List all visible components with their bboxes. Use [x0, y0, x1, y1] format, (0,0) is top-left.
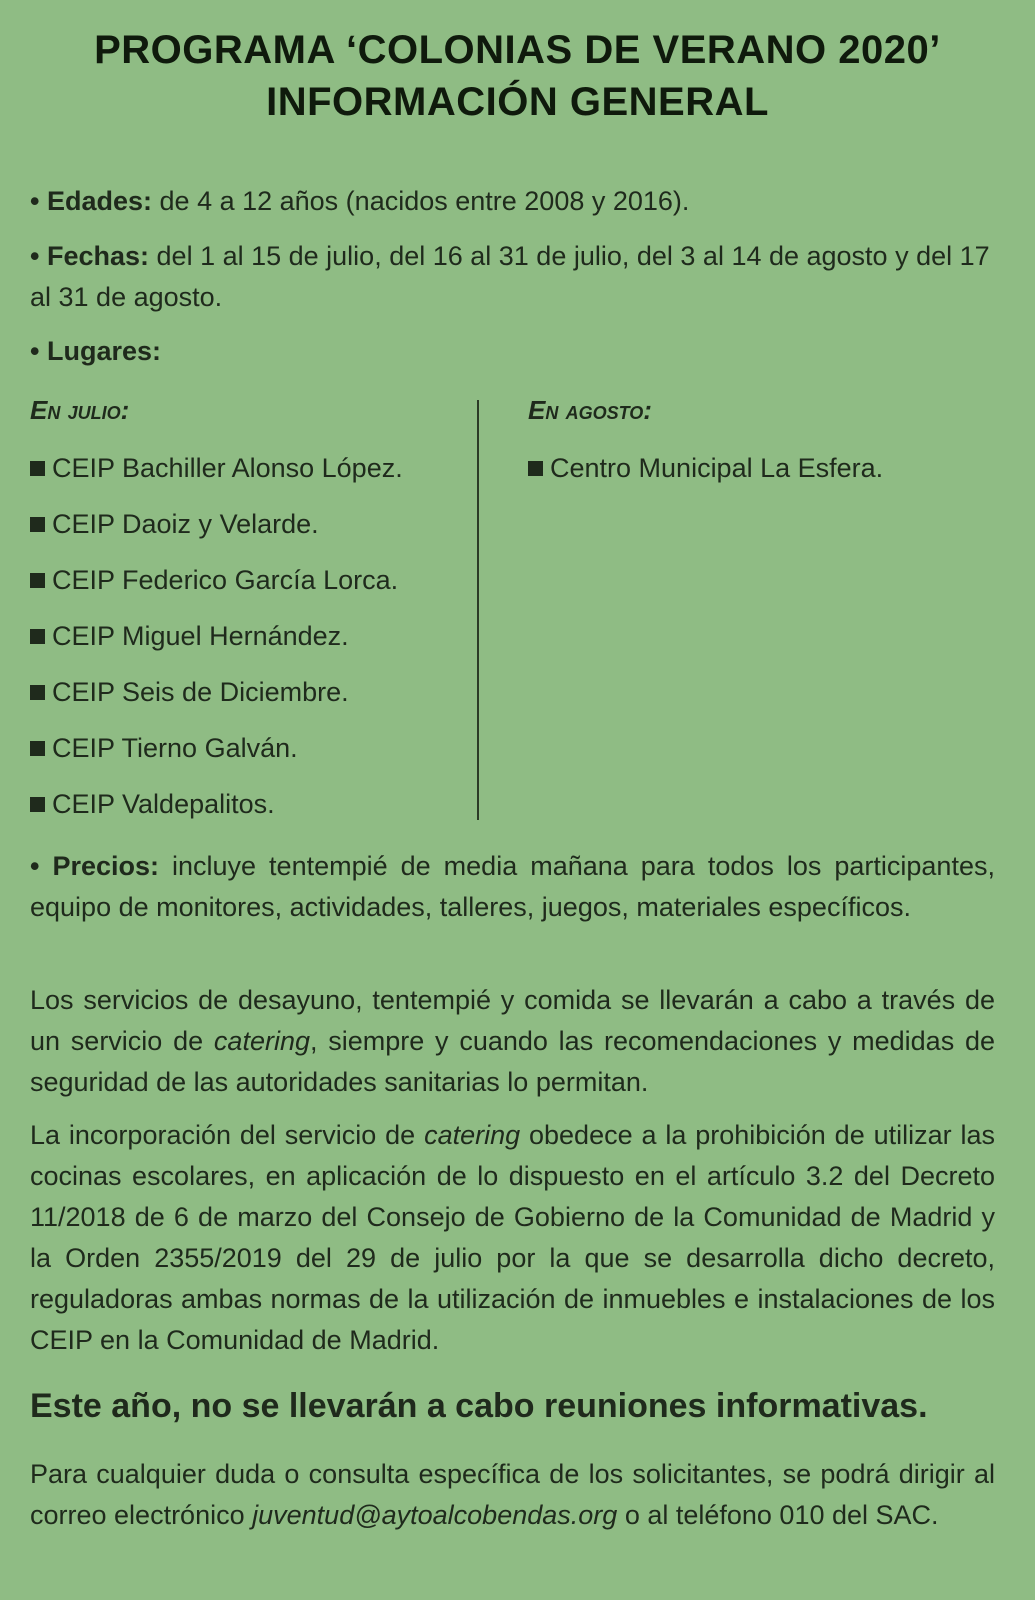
list-item: Centro Municipal La Esfera.	[528, 440, 998, 496]
precios-text: incluye tentempié de media mañana para todos los participantes, equipo de monitores, actividades, talleres, juegos, materiales específicos.	[30, 851, 995, 922]
list-item: CEIP Daoiz y Velarde.	[30, 496, 460, 552]
lugares-label: Lugares:	[46, 336, 161, 366]
fechas-paragraph	[30, 236, 995, 318]
square-bullet-icon	[30, 517, 45, 532]
square-bullet-icon	[30, 573, 45, 588]
lugares-bullet: •	[30, 336, 40, 366]
square-bullet-icon	[30, 741, 45, 756]
edades-text: de 4 a 12 años (nacidos entre 2008 y 2016).	[159, 186, 690, 216]
fechas-bullet: •	[30, 241, 40, 271]
square-bullet-icon	[30, 797, 45, 812]
julio-list	[30, 440, 460, 832]
lugares-paragraph	[30, 331, 995, 372]
catering-emphasis: catering	[213, 1026, 310, 1056]
title-line-1: PROGRAMA ‘COLONIAS DE VERANO 2020’	[94, 28, 941, 72]
page-title	[30, 0, 1005, 128]
edades-paragraph	[30, 181, 995, 222]
email-link[interactable]: juventud@aytoalcobendas.org	[252, 1500, 618, 1530]
list-item: CEIP Federico García Lorca.	[30, 552, 460, 608]
edades-bullet: •	[30, 186, 40, 216]
incorporacion-paragraph: La incorporación del servicio de catering obedece a la prohibición de utilizar las cocinas escolares, en aplicación de lo dispuesto en el artículo 3.2 del Decreto 11/2018 de 6 de marzo del Consejo de Gobierno de la Comunidad de Madrid y la Orden 2355/2019 del 29 de julio por la que se desarrolla dicho decreto, reguladoras ambas normas de la utilización de inmuebles e instalaciones de los CEIP en la Comunidad de Madrid.	[30, 1120, 995, 1355]
list-item: CEIP Bachiller Alonso López.	[30, 440, 460, 496]
square-bullet-icon	[30, 685, 45, 700]
list-item: CEIP Valdepalitos.	[30, 776, 460, 832]
list-item: CEIP Miguel Hernández.	[30, 608, 460, 664]
agosto-heading: En agosto:	[528, 395, 652, 425]
julio-column	[30, 390, 460, 832]
precios-paragraph	[30, 846, 995, 928]
square-bullet-icon	[528, 461, 543, 476]
catering-emphasis: catering	[424, 1120, 521, 1150]
precios-bullet: •	[30, 851, 40, 881]
square-bullet-icon	[30, 461, 45, 476]
agosto-list	[528, 440, 998, 496]
fechas-label: Fechas:	[46, 241, 150, 271]
fechas-text: del 1 al 15 de julio, del 16 al 31 de julio, del 3 al 14 de agosto y del 17 al 31 de agosto.	[30, 241, 990, 312]
list-item: CEIP Tierno Galván.	[30, 720, 460, 776]
agosto-column	[528, 390, 998, 496]
edades-label: Edades:	[46, 186, 153, 216]
title-line-2: INFORMACIÓN GENERAL	[266, 80, 769, 124]
square-bullet-icon	[30, 629, 45, 644]
notice-heading: Este año, no se llevarán a cabo reuniones informativas.	[30, 1387, 928, 1425]
julio-heading: En julio:	[30, 395, 130, 425]
servicios-paragraph: Los servicios de desayuno, tentempié y comida se llevarán a cabo a través de un servicio de catering, siempre y cuando las recomendaciones y medidas de seguridad de las autoridades sanitarias lo permitan.	[30, 985, 995, 1097]
contact-paragraph: Para cualquier duda o consulta específica de los solicitantes, se podrá dirigir al correo electrónico juventud@aytoalcobendas.org o al teléfono 010 del SAC.	[30, 1459, 995, 1530]
precios-label: Precios:	[52, 851, 160, 881]
column-divider	[477, 400, 479, 820]
list-item: CEIP Seis de Diciembre.	[30, 664, 460, 720]
